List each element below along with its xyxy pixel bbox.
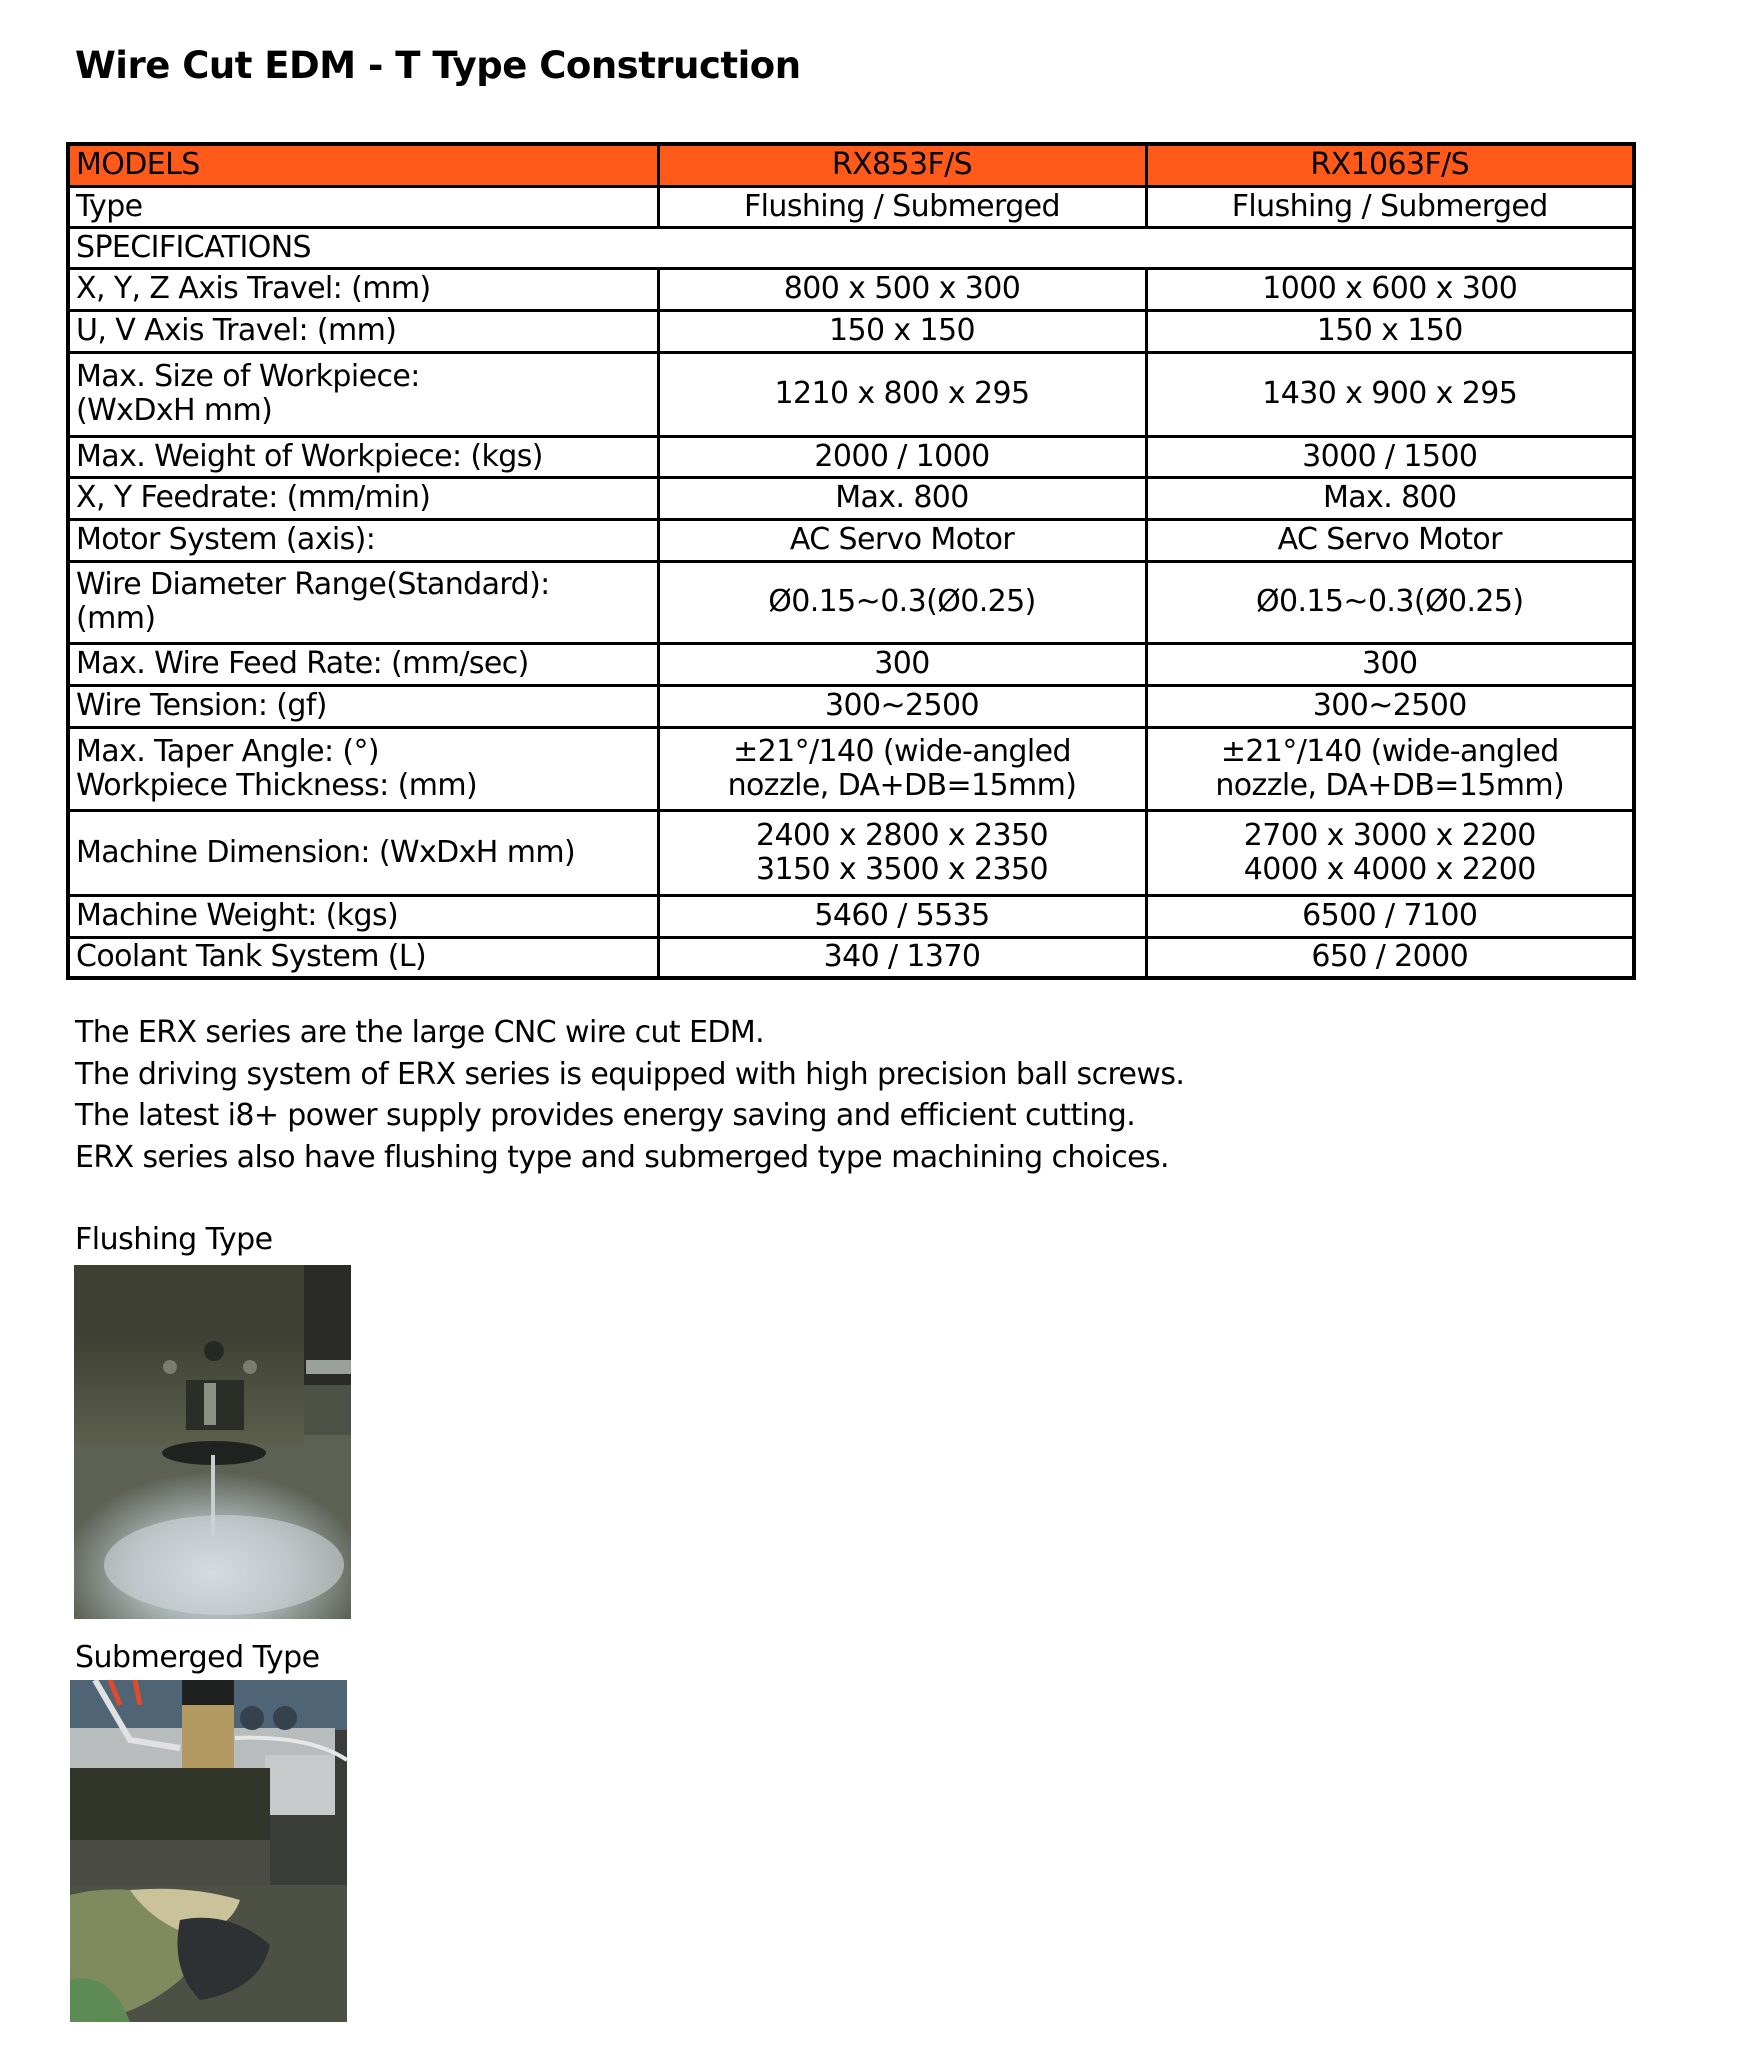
spec-value-line: 650 / 2000 — [1311, 939, 1469, 975]
spec-value — [658, 895, 1146, 937]
spec-value-line: 3150 x 3500 x 2350 — [756, 851, 1048, 887]
spec-label — [68, 310, 658, 352]
spec-value — [1146, 895, 1634, 937]
spec-label-line: (WxDxH mm) — [76, 393, 273, 428]
spec-row — [68, 352, 1634, 436]
spec-value — [658, 436, 1146, 477]
spec-row — [68, 643, 1634, 685]
spec-value-line: 1000 x 600 x 300 — [1262, 271, 1518, 306]
spec-value-line: 2700 x 3000 x 2200 — [1243, 817, 1536, 853]
spec-row — [68, 268, 1634, 310]
submerged-type-photo — [70, 1680, 347, 2022]
spec-value-line: Max. 800 — [1322, 480, 1457, 515]
spec-label-line: U, V Axis Travel: (mm) — [76, 313, 397, 348]
spec-value-line: Ø0.15~0.3(Ø0.25) — [768, 584, 1036, 619]
spec-value — [658, 937, 1146, 978]
spec-value-line: 6500 / 7100 — [1302, 898, 1478, 933]
spec-value — [658, 561, 1146, 643]
model-name: RX853F/S — [658, 144, 1146, 186]
spec-label — [68, 436, 658, 477]
spec-label-line: X, Y Feedrate: (mm/min) — [76, 480, 431, 515]
submerged-type-caption: Submerged Type — [75, 1640, 320, 1675]
flushing-type-photo — [74, 1265, 351, 1619]
spec-row — [68, 937, 1634, 978]
spec-value — [658, 268, 1146, 310]
spec-label-line: Max. Weight of Workpiece: (kgs) — [76, 438, 543, 474]
description-paragraph — [75, 1012, 1184, 1178]
spec-label-line: Max. Taper Angle: (°) — [76, 733, 380, 769]
spec-value-line: Max. 800 — [835, 480, 969, 515]
spec-value-line: AC Servo Motor — [1277, 522, 1502, 557]
spec-value-line: 300 — [874, 646, 930, 681]
spec-value-line: nozzle, DA+DB=15mm) — [1215, 767, 1565, 803]
type-value: Flushing / Submerged — [658, 186, 1146, 227]
spec-value-line: 4000 x 4000 x 2200 — [1243, 851, 1536, 887]
spec-label — [68, 519, 658, 561]
spec-label-line: Motor System (axis): — [76, 522, 376, 557]
specifications-label: SPECIFICATIONS — [68, 227, 1634, 268]
type-value: Flushing / Submerged — [1146, 186, 1634, 227]
spec-label-line: Coolant Tank System (L) — [76, 939, 427, 975]
models-label: MODELS — [68, 144, 658, 186]
specifications-section-row — [68, 227, 1634, 268]
spec-value — [1146, 352, 1634, 436]
spec-value — [658, 310, 1146, 352]
spec-value — [658, 685, 1146, 727]
spec-value-line: 300~2500 — [825, 688, 979, 723]
description-line: The latest i8+ power supply provides energy saving and efficient cutting. — [75, 1098, 1136, 1133]
spec-value — [1146, 310, 1634, 352]
spec-label — [68, 352, 658, 436]
spec-label-line: X, Y, Z Axis Travel: (mm) — [76, 271, 431, 306]
spec-label — [68, 937, 658, 978]
spec-row — [68, 310, 1634, 352]
specifications-table — [66, 142, 1636, 980]
spec-value-line: 150 x 150 — [1316, 313, 1463, 348]
spec-row — [68, 810, 1634, 895]
spec-value-line: 3000 / 1500 — [1302, 438, 1478, 474]
spec-label-line: Workpiece Thickness: (mm) — [76, 767, 478, 803]
spec-label-line: Machine Weight: (kgs) — [76, 898, 399, 933]
spec-row — [68, 685, 1634, 727]
spec-label-line: Machine Dimension: (WxDxH mm) — [76, 834, 576, 870]
spec-value-line: 340 / 1370 — [823, 939, 981, 975]
spec-value-line: 2400 x 2800 x 2350 — [756, 817, 1048, 853]
flushing-type-caption: Flushing Type — [75, 1222, 273, 1257]
spec-value-line: 1210 x 800 x 295 — [774, 376, 1030, 411]
spec-label — [68, 643, 658, 685]
spec-value-line: 800 x 500 x 300 — [783, 271, 1021, 306]
document-title: Wire Cut EDM - T Type Construction — [75, 44, 801, 87]
spec-value — [658, 477, 1146, 519]
spec-row — [68, 727, 1634, 810]
spec-label — [68, 685, 658, 727]
spec-label — [68, 268, 658, 310]
spec-value — [1146, 561, 1634, 643]
spec-value — [658, 352, 1146, 436]
spec-value-line: AC Servo Motor — [789, 522, 1015, 557]
spec-row — [68, 895, 1634, 937]
spec-row — [68, 436, 1634, 477]
spec-value — [1146, 436, 1634, 477]
description-line: The ERX series are the large CNC wire cut EDM. — [75, 1015, 765, 1050]
spec-row — [68, 561, 1634, 643]
spec-value — [1146, 685, 1634, 727]
spec-value — [658, 727, 1146, 810]
models-header-row — [68, 144, 1634, 186]
type-row — [68, 186, 1634, 227]
spec-value-line: Ø0.15~0.3(Ø0.25) — [1256, 584, 1524, 619]
spec-label-line: Max. Size of Workpiece: — [76, 359, 420, 394]
spec-label-line: Max. Wire Feed Rate: (mm/sec) — [76, 646, 529, 681]
spec-label-line: (mm) — [76, 601, 156, 636]
spec-value — [1146, 727, 1634, 810]
spec-value — [1146, 810, 1634, 895]
type-label: Type — [68, 186, 658, 227]
spec-label — [68, 727, 658, 810]
spec-value — [1146, 937, 1634, 978]
spec-label — [68, 895, 658, 937]
spec-value-line: 1430 x 900 x 295 — [1262, 376, 1518, 411]
spec-row — [68, 519, 1634, 561]
spec-value — [658, 810, 1146, 895]
spec-value — [1146, 268, 1634, 310]
spec-label — [68, 810, 658, 895]
spec-value — [1146, 477, 1634, 519]
spec-value — [658, 643, 1146, 685]
spec-label-line: Wire Tension: (gf) — [76, 688, 327, 723]
spec-value-line: nozzle, DA+DB=15mm) — [727, 767, 1077, 803]
spec-value — [1146, 643, 1634, 685]
spec-label — [68, 561, 658, 643]
spec-value-line: 150 x 150 — [829, 313, 975, 348]
spec-label-line: Wire Diameter Range(Standard): — [76, 567, 550, 602]
description-line: ERX series also have flushing type and submerged type machining choices. — [75, 1139, 1169, 1175]
spec-label — [68, 477, 658, 519]
spec-value-line: ±21°/140 (wide-angled — [733, 733, 1071, 769]
spec-value-line: 5460 / 5535 — [814, 898, 990, 933]
spec-value — [1146, 519, 1634, 561]
spec-row — [68, 477, 1634, 519]
spec-value-line: 2000 / 1000 — [814, 438, 990, 474]
model-name: RX1063F/S — [1146, 144, 1634, 186]
spec-value — [658, 519, 1146, 561]
description-line: The driving system of ERX series is equipped with high precision ball screws. — [75, 1056, 1185, 1092]
spec-value-line: ±21°/140 (wide-angled — [1220, 733, 1559, 769]
spec-value-line: 300~2500 — [1312, 688, 1467, 723]
spec-value-line: 300 — [1362, 646, 1418, 681]
